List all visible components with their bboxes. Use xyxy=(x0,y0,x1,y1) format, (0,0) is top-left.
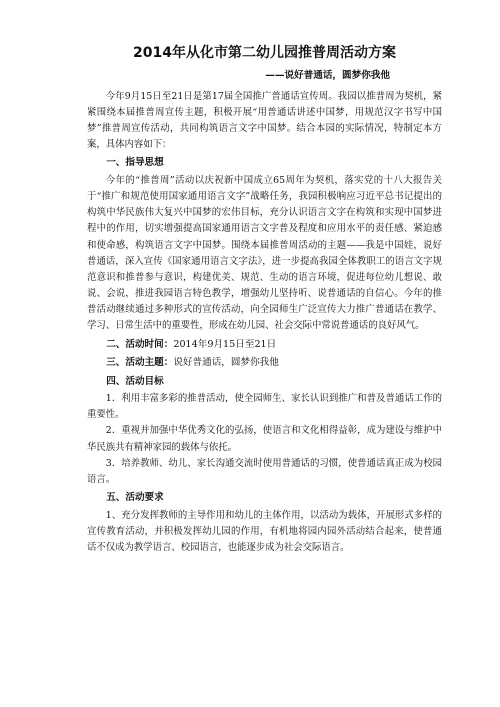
theme-value: 说好普通话，圆梦你我他 xyxy=(173,357,279,369)
guiding-paragraph: 今年的“推普周”活动以庆祝新中国成立65周年为契机，落实党的十八大报告关于“推广和规范使用国家通用语言文字”战略任务，我园积极响应习近平总书记提出的构筑中华民族伟大复兴中国梦的宏伟目标，充分认识语言文字在构筑和实现中国梦进程中的作用，切实增强提高国家通用语言文字普及程度和应用水平的责任感、紧迫感和使命感，构筑语言文字中国梦。围绕本届推普周活动的主题——我是中国娃，说好普通话，深入宣传《国家通用语言文字法》，进一步提高我园全体教职工的语言文字规范意识和推普参与意识，构建优美、规范、生动的语言环境，促进每位幼儿想说、敢说、会说，推进我园语言特色教学，增强幼儿坚持听、说普通话的自信心。今年的推普活动继续通过多种形式的宣传活动，向全园师生广泛宣传大力推广普通话在教学、学习、日常生活中的重要性，形成在幼儿园、社会交际中常说普通话的良好风气。 xyxy=(87,174,442,332)
document-subtitle: ——说好普通话，圆梦你我他 xyxy=(265,70,390,82)
section-heading-theme xyxy=(87,355,442,372)
section-heading-guiding: 一、指导思想 xyxy=(106,157,164,169)
goal-item: 1．利用丰富多彩的推普活动，使全园师生、家长认识到推广和普及普通话工作的重要性。 xyxy=(87,393,442,421)
theme-label: 三、活动主题： xyxy=(106,357,174,369)
goal-item: 3．培养教师、幼儿、家长沟通交流时使用普通话的习惯，使普通话真正成为校园语言。 xyxy=(87,457,442,485)
intro-paragraph: 今年9月15日至21日是第17届全国推广普通话宣传周。我园以推普周为契机，紧紧围绕本届推普周宣传主题，积极开展“用普通话讲述中国梦，用规范汉字书写中国梦”推普周宣传活动，共同构筑语言文字中国梦。结合本园的实际情况，特制定本方案，具体内容如下： xyxy=(87,90,442,151)
document-title: 2014年从化市第二幼儿园推普周活动方案 xyxy=(133,45,396,61)
time-label: 二、活动时间： xyxy=(106,338,174,350)
section-heading-time xyxy=(87,337,442,354)
time-value: 2014年9月15日至21日 xyxy=(173,338,277,350)
goal-item: 2．重视并加强中华优秀文化的弘扬，使语言和文化相得益彰，成为建设与维护中华民族共有精神家园的载体与依托。 xyxy=(87,425,442,453)
section-heading-requirements: 五、活动要求 xyxy=(106,492,164,504)
requirement-item: 1、充分发挥教师的主导作用和幼儿的主体作用，以活动为载体，开展形式多样的宣传教育活动，并积极发挥幼儿园的作用，有机地将园内园外活动结合起来，使普通话不仅成为教学语言、校园语言，也能逐步成为社会交际语言。 xyxy=(87,509,442,553)
section-heading-goals: 四、活动目标 xyxy=(106,375,164,387)
